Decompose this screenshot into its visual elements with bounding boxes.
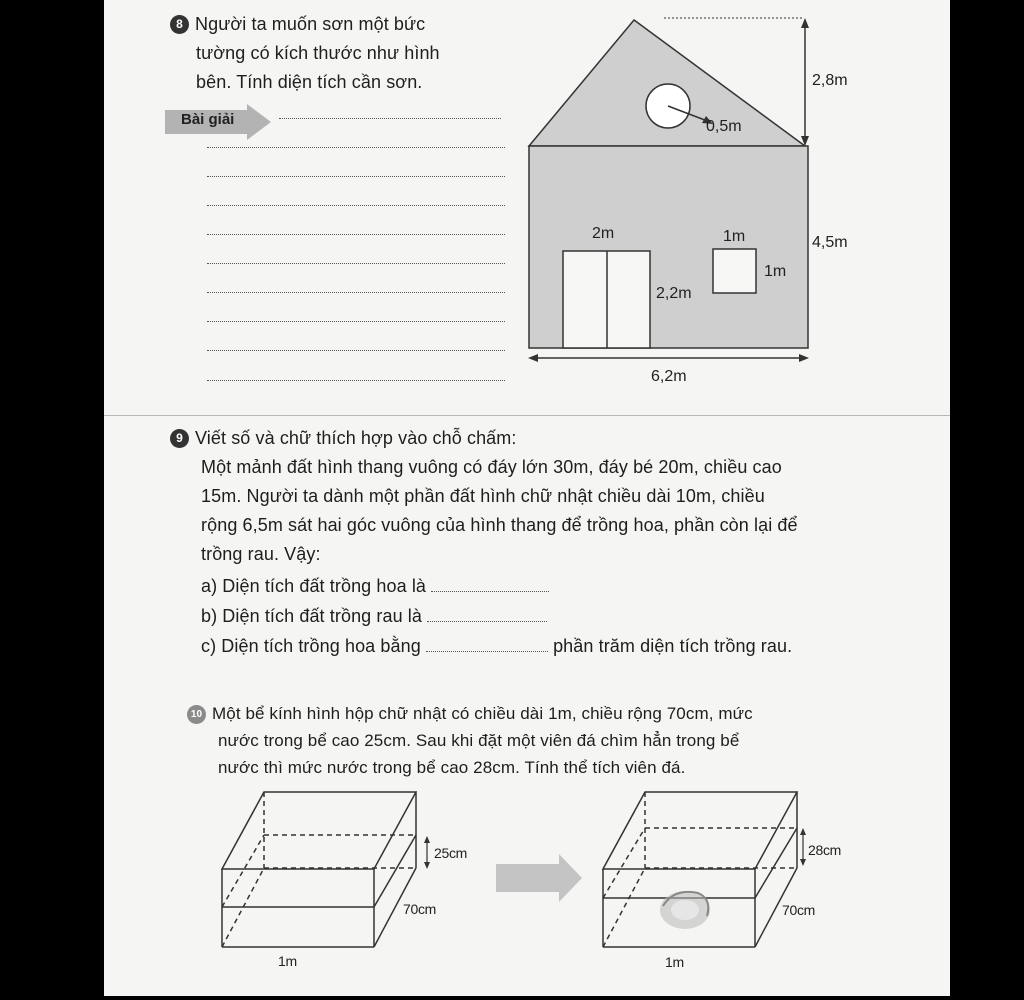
- house-wall-figure: [104, 0, 950, 415]
- tank1-width-label: 70cm: [403, 901, 437, 917]
- q8-line-3: bên. Tính diện tích cần sơn.: [196, 72, 423, 92]
- stone-icon: [660, 891, 710, 929]
- label-door-width: 2m: [592, 225, 615, 242]
- q9-line-4: trồng rau. Vậy:: [201, 544, 321, 564]
- label-window-height: 1m: [764, 263, 787, 280]
- arrow-left-icon: [528, 354, 538, 362]
- q9-title: Viết số và chữ thích hợp vào chỗ chấm:: [195, 428, 517, 448]
- tank1-water-label: 25cm: [434, 845, 468, 861]
- arrow-up-icon: [424, 836, 430, 843]
- q9-item-c-prefix: c) Diện tích trồng hoa bằng: [201, 636, 421, 656]
- tank2-width-label: 70cm: [782, 902, 816, 918]
- arrow-down-icon: [800, 859, 806, 866]
- section-divider: [104, 415, 950, 416]
- q9-answer-b[interactable]: [427, 607, 547, 622]
- q9-line-2: 15m. Người ta dành một phần đất hình chữ nhật chiều dài 10m, chiều: [201, 486, 765, 506]
- big-arrow-icon: [496, 854, 582, 902]
- q10-line-2: nước trong bể cao 25cm. Sau khi đặt một viên đá chìm hẳn trong bể: [218, 731, 740, 750]
- arrow-up-icon: [801, 18, 809, 28]
- solution-badge-label: Bài giải: [181, 111, 235, 128]
- q9-answer-c[interactable]: [426, 637, 548, 652]
- q9-item-b: b) Diện tích đất trồng rau là: [201, 606, 423, 626]
- tank-before: [222, 792, 416, 947]
- q9-text: [170, 424, 930, 661]
- label-circle-radius: 0,5m: [706, 118, 742, 135]
- q9-item-a: a) Diện tích đất trồng hoa là: [201, 576, 427, 596]
- q8-line-1: Người ta muốn sơn một bức: [195, 14, 426, 34]
- label-roof-height: 2,8m: [812, 72, 848, 89]
- window: [713, 249, 756, 293]
- q9-item-c-suffix: phần trăm diện tích trồng rau.: [553, 636, 793, 656]
- tanks-figure: [104, 760, 950, 1000]
- q9-number: 9: [170, 429, 189, 448]
- q10-line-1: Một bể kính hình hộp chữ nhật có chiều dài 1m, chiều rộng 70cm, mức: [212, 704, 753, 723]
- q9-answer-a[interactable]: [431, 577, 549, 592]
- label-wall-width: 6,2m: [651, 368, 687, 385]
- tank1-length-label: 1m: [278, 953, 297, 969]
- q10-number: 10: [187, 705, 206, 724]
- label-wall-height: 4,5m: [812, 234, 848, 251]
- arrow-right-icon: [799, 354, 809, 362]
- label-door-height: 2,2m: [656, 285, 692, 302]
- q8-number: 8: [170, 15, 189, 34]
- q9-line-3: rộng 6,5m sát hai góc vuông của hình thang để trồng hoa, phần còn lại để: [201, 515, 798, 535]
- tank2-length-label: 1m: [665, 954, 684, 970]
- arrow-down-icon: [424, 862, 430, 869]
- arrow-up-icon: [800, 828, 806, 835]
- label-window-width: 1m: [723, 228, 746, 245]
- q9-line-1: Một mảnh đất hình thang vuông có đáy lớn 30m, đáy bé 20m, chiều cao: [201, 457, 782, 477]
- tank2-water-label: 28cm: [808, 842, 842, 858]
- worksheet-page: [104, 0, 950, 996]
- q10-line-3: nước thì mức nước trong bể cao 28cm. Tính thể tích viên đá.: [218, 758, 686, 777]
- q8-line-2: tường có kích thước như hình: [196, 43, 440, 63]
